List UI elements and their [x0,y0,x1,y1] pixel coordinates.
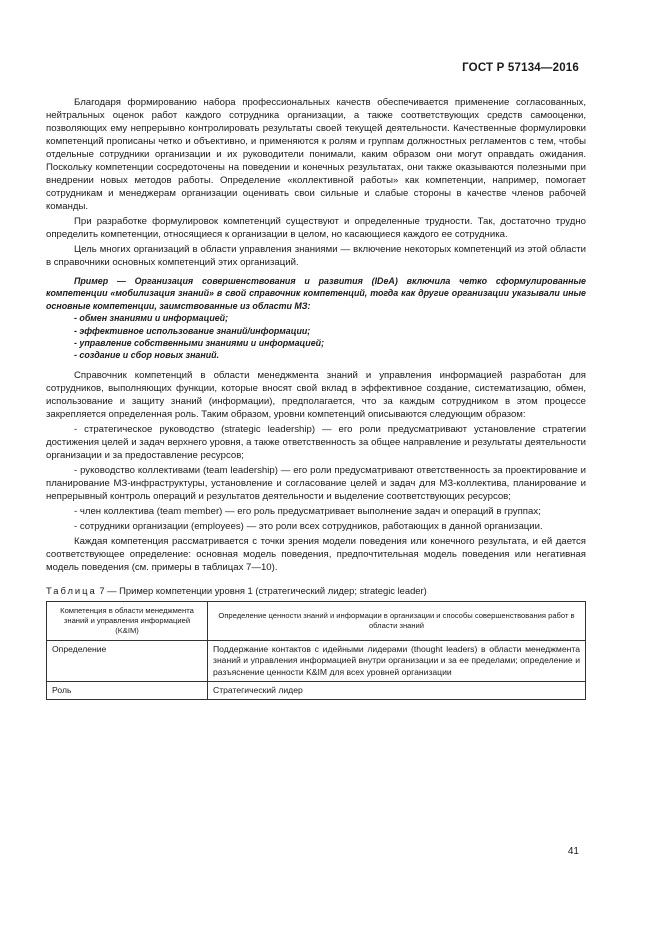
example-item: - управление собственными знаниями и информацией; [74,338,325,349]
list-item: - стратегическое руководство (strategic leadership) — его роли предусматривают установление стратегии достижения целей и задач верхнего уровня, а также ответственность за общее направление и результаты деятельности организации и за предоставление ресурсов; [46,423,586,461]
table-row [47,640,586,681]
standard-header: ГОСТ Р 57134—2016 [462,62,579,74]
table-cell-value: Поддержание контактов с идейными лидерами (thought leaders) в области менеджмента знаний и управления информацией внутри организации и за ее пределами; определение и разъяснение ценности K&IM для всех уровней организации [208,640,586,681]
table-caption [46,584,586,597]
table-row [47,682,586,700]
paragraph: Каждая компетенция рассматривается с точки зрения модели поведения или конечного результата, и ей дается соответствующее определение: основная модель поведения, предпочтительная модель поведения или негативная модель поведения (см. примеры в таблицах 7—10). [46,535,586,573]
table-cell-value: Стратегический лидер [208,682,586,700]
example-item: - обмен знаниями и информацией; [74,313,229,324]
document-body [46,96,586,700]
table-caption-text: 7 — Пример компетенции уровня 1 (стратегический лидер; strategic leader) [96,584,427,596]
competence-table [46,601,586,701]
table-header-cell: Определение ценности знаний и информации в организации и способы совершенствования работ в области знаний [208,601,586,640]
list-item: - руководство коллективами (team leadership) — его роли предусматривают ответственность за проектирование и планирование МЗ-инфраструктуры, установление и согласование целей и задач для МЗ-коллектива, планирование и непрерывный контроль операций и результатов деятельности и выделение соответствующих ресурсов; [46,464,586,502]
paragraph: Справочник компетенций в области менеджмента знаний и управления информацией разработан для сотрудников, выполняющих функции, которые вносят свой вклад в эффективное создание, систематизацию, обмен, использование и защиту знаний (информации), предполагается, что за каждым сотрудником в этом процессе закрепляется определенная роль. Таким образом, уровни компетенций описываются следующим образом: [46,369,586,420]
paragraph: Цель многих организаций в области управления знаниями — включение некоторых компетенций из этой области в справочники основных компетенций этих организаций. [46,244,586,268]
table-caption-label: Таблица [46,584,97,596]
page-number: 41 [567,846,579,857]
list-item: - сотрудники организации (employees) — это роли всех сотрудников, работающих в данной организации. [74,520,543,532]
example-item: - эффективное использование знаний/информации; [74,325,311,336]
example-block [46,275,586,362]
table-header-cell: Компетенция в области менеджмента знаний и управления информацией (K&IM) [47,601,208,640]
paragraph: При разработке формулировок компетенций существуют и определенные трудности. Так, достаточно трудно определить компетенции, относящиеся к организации в целом, но касающиеся каждого ее сотрудника. [46,216,586,240]
example-item: - создание и сбор новых знаний. [74,350,220,361]
list-item: - член коллектива (team member) — его роль предусматривает выполнение задач и операций в группах; [74,505,541,517]
table-cell-label: Роль [47,682,208,700]
table-header-row [47,601,586,640]
example-text: Пример — Организация совершенствования и развития (IDeA) включила четко сформулированные компетенции «мобилизация знаний» в свой справочник компетенций, тогда как другие организации указывали иные основные компетенции, заимствованные из области МЗ: [46,276,586,311]
table-cell-label: Определение [47,640,208,681]
paragraph: Благодаря формированию набора профессиональных качеств обеспечивается применение согласованных, нейтральных оценок работ каждого сотрудника организации, а также соответствующих средств самооценки, позволяющих ему непрерывно контролировать результаты своей текущей деятельности. Качественные формулировки компетенций прописаны четко и объективно, и применяются к ролям и группам должностных регламентов с тем, чтобы отдельные сотрудники организации и их руководители понимали, каким образом они могут оправдать ожидания. Поскольку компетенции сосредоточены на поведении и конечных результатах, они также оказываются полезными при внедрении новых методов работы. Определение «коллективной работы» как компетенции, например, помогает сотрудникам и менеджерам организации оценивать свои сильные и слабые стороны в качестве членов рабочей команды. [46,97,586,212]
